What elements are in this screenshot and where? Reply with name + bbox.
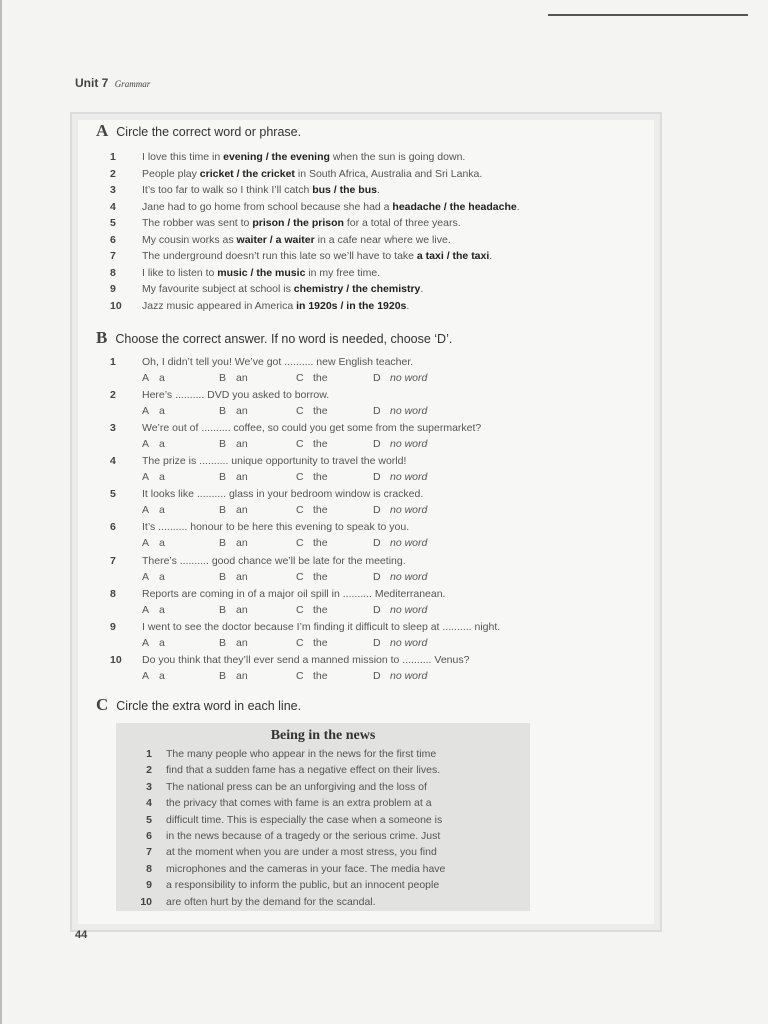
choice-phrase[interactable]: headache / the headache — [392, 200, 517, 213]
option-a[interactable] — [142, 469, 219, 485]
question-number: 7 — [110, 250, 116, 262]
question-text: Oh, I didn’t tell you! We’ve got .......... new English teacher. — [142, 356, 414, 368]
question-text — [142, 298, 409, 315]
choice-phrase[interactable]: cricket / the cricket — [199, 167, 295, 180]
option-letter: D — [373, 636, 381, 649]
text-line-4 — [116, 795, 530, 811]
section-a-letter: A — [96, 121, 109, 140]
option-a[interactable] — [142, 602, 219, 618]
question-prefix: The underground doesn’t run this late so we’ll have to take — [142, 250, 417, 262]
option-value: an — [236, 669, 248, 682]
section-b-letter: B — [96, 328, 108, 347]
question-text — [142, 199, 520, 216]
option-a[interactable] — [142, 569, 219, 585]
line-number: 4 — [146, 797, 152, 810]
question-text — [142, 166, 482, 183]
option-letter: A — [142, 636, 150, 649]
option-value: the — [313, 603, 328, 616]
answer-options — [110, 535, 630, 551]
page-edge — [0, 0, 2, 1024]
option-c[interactable] — [296, 635, 373, 651]
question-b-1 — [110, 354, 630, 387]
option-value: no word — [390, 570, 428, 583]
question-number: 6 — [110, 233, 116, 246]
text-line-8 — [116, 861, 530, 877]
option-value: the — [313, 438, 328, 451]
option-a[interactable] — [142, 370, 219, 386]
question-number: 1 — [110, 356, 116, 368]
option-d[interactable] — [373, 635, 463, 651]
question-text: It looks like .......... glass in your bedroom window is cracked. — [142, 488, 424, 501]
question-prefix: Jane had to go home from school because she had a — [142, 200, 393, 213]
option-letter: A — [142, 504, 150, 517]
question-b-9 — [110, 619, 630, 652]
question-b-2 — [110, 387, 630, 420]
option-b[interactable] — [219, 569, 296, 585]
question-text: Reports are coming in of a major oil spill in .......... Mediterranean. — [142, 587, 446, 600]
line-text[interactable]: at the moment when you are under a most stress, you find — [166, 846, 437, 859]
question-text — [142, 248, 492, 265]
question-a-4 — [110, 199, 610, 216]
question-number: 10 — [110, 299, 122, 312]
section-a-heading — [96, 121, 301, 141]
section-a-list — [110, 149, 610, 314]
option-a[interactable] — [142, 502, 219, 518]
option-c[interactable] — [296, 668, 373, 684]
option-b[interactable] — [219, 602, 296, 618]
option-letter: A — [142, 603, 150, 616]
option-value: no word — [390, 438, 428, 451]
question-prefix: The robber was sent to — [142, 217, 253, 229]
question-b-10 — [110, 652, 630, 685]
question-b-3 — [110, 420, 630, 453]
option-value: a — [159, 471, 165, 484]
text-line-7 — [116, 844, 530, 860]
option-value: an — [236, 636, 248, 649]
answer-options — [110, 403, 630, 419]
option-letter: B — [219, 537, 227, 550]
option-letter: B — [219, 405, 227, 418]
option-value: the — [313, 471, 328, 484]
answer-options — [110, 668, 630, 684]
option-value: an — [236, 471, 248, 484]
option-letter: B — [219, 570, 227, 583]
question-a-9 — [110, 281, 610, 298]
question-number: 4 — [110, 200, 116, 213]
option-letter: B — [219, 669, 227, 682]
option-value: no word — [390, 504, 428, 517]
option-d[interactable] — [373, 403, 463, 419]
question-number: 9 — [110, 620, 116, 633]
question-number: 5 — [110, 217, 116, 229]
option-letter: C — [296, 537, 304, 550]
question-text: I went to see the doctor because I’m finding it difficult to sleep at .......... night. — [142, 620, 501, 633]
section-c-instruction: Circle the extra word in each line. — [116, 699, 302, 713]
question-a-2 — [110, 166, 610, 183]
question-text — [142, 149, 465, 166]
section-c-letter: C — [96, 695, 109, 714]
option-letter: C — [296, 405, 304, 418]
text-line-2 — [116, 762, 530, 778]
option-d[interactable] — [373, 370, 463, 386]
option-letter: C — [296, 636, 304, 649]
answer-options — [110, 502, 630, 518]
option-letter: D — [373, 504, 381, 517]
line-text[interactable]: the privacy that comes with fame is an extra problem at a — [166, 797, 432, 810]
option-c[interactable] — [296, 602, 373, 618]
choice-phrase[interactable]: prison / the prison — [252, 217, 344, 229]
question-text — [142, 265, 380, 282]
question-suffix: . — [516, 200, 520, 213]
option-value: an — [236, 405, 248, 418]
option-value: a — [159, 372, 165, 384]
news-box-title: Being in the news — [270, 728, 376, 743]
question-suffix: in a cafe near where we live. — [314, 233, 451, 246]
option-value: an — [236, 504, 248, 517]
choice-phrase[interactable]: evening / the evening — [223, 151, 330, 163]
section-a-instruction: Circle the correct word or phrase. — [116, 125, 302, 139]
option-letter: C — [296, 471, 304, 484]
question-text: Here’s .......... DVD you asked to borrow. — [142, 389, 330, 402]
option-letter: B — [219, 504, 227, 517]
option-letter: D — [373, 372, 381, 384]
option-b[interactable] — [219, 535, 296, 551]
question-number: 2 — [110, 389, 116, 402]
option-value: the — [313, 570, 328, 583]
option-d[interactable] — [373, 469, 463, 485]
question-text: There’s .......... good chance we’ll be late for the meeting. — [142, 554, 406, 567]
option-value: a — [159, 537, 165, 550]
question-number: 8 — [110, 587, 116, 600]
option-letter: B — [219, 372, 227, 384]
question-line — [110, 652, 630, 668]
section-b-list — [110, 354, 630, 685]
question-b-5 — [110, 486, 630, 519]
option-letter: D — [373, 603, 381, 616]
question-line — [110, 586, 630, 602]
question-number: 10 — [110, 653, 122, 666]
option-letter: A — [142, 405, 150, 418]
text-line-9 — [116, 877, 530, 893]
line-text[interactable]: in the news because of a tragedy or the serious crime. Just — [166, 829, 441, 842]
question-number: 9 — [110, 283, 116, 295]
answer-options — [110, 370, 630, 386]
option-value: a — [159, 603, 165, 616]
page-number: 44 — [75, 929, 88, 941]
option-value: a — [159, 504, 165, 517]
option-letter: C — [296, 570, 304, 583]
option-b[interactable] — [219, 403, 296, 419]
option-letter: D — [373, 471, 381, 484]
question-a-1 — [110, 149, 610, 166]
question-a-3 — [110, 182, 610, 199]
option-c[interactable] — [296, 403, 373, 419]
option-letter: C — [296, 669, 304, 682]
section-b-instruction: Choose the correct answer. If no word is needed, choose ‘D’. — [115, 332, 453, 346]
option-letter: B — [219, 471, 227, 484]
question-line — [110, 486, 630, 502]
option-value: the — [313, 405, 328, 418]
option-letter: D — [373, 438, 381, 451]
question-suffix: in my free time. — [305, 266, 381, 279]
section-b-heading — [96, 328, 452, 348]
option-value: an — [236, 603, 248, 616]
question-line — [110, 354, 630, 370]
question-number: 2 — [110, 167, 116, 180]
option-letter: C — [296, 438, 304, 451]
question-b-4 — [110, 453, 630, 486]
line-number: 2 — [146, 764, 152, 777]
line-text[interactable]: microphones and the cameras in your face. The media have — [166, 862, 446, 875]
question-number: 6 — [110, 521, 116, 534]
question-a-8 — [110, 265, 610, 282]
option-value: no word — [390, 372, 428, 384]
option-c[interactable] — [296, 370, 373, 386]
question-line — [110, 519, 630, 535]
option-d[interactable] — [373, 569, 463, 585]
unit-header — [75, 76, 150, 90]
option-letter: B — [219, 636, 227, 649]
line-number: 3 — [146, 780, 152, 793]
question-suffix: in South Africa, Australia and Sri Lanka. — [294, 167, 483, 180]
option-c[interactable] — [296, 469, 373, 485]
option-a[interactable] — [142, 403, 219, 419]
option-letter: C — [296, 504, 304, 517]
question-prefix: I like to listen to — [142, 266, 218, 279]
question-prefix: People play — [142, 167, 200, 180]
question-text: Do you think that they’ll ever send a manned mission to .......... Venus? — [142, 653, 470, 666]
option-value: a — [159, 405, 165, 418]
question-number: 3 — [110, 422, 116, 435]
question-text: It’s .......... honour to be here this evening to speak to you. — [142, 521, 410, 534]
question-text — [142, 215, 461, 232]
line-text[interactable]: find that a sudden fame has a negative effect on their lives. — [166, 764, 441, 777]
question-text — [142, 182, 380, 199]
option-letter: B — [219, 438, 227, 451]
question-number: 4 — [110, 455, 116, 468]
option-b[interactable] — [219, 469, 296, 485]
option-value: the — [313, 636, 328, 649]
option-d[interactable] — [373, 502, 463, 518]
option-letter: A — [142, 570, 150, 583]
option-value: an — [236, 570, 248, 583]
choice-phrase[interactable]: waiter / a waiter — [236, 233, 315, 246]
option-value: an — [236, 537, 248, 550]
text-line-10 — [116, 894, 530, 910]
choice-phrase[interactable]: music / the music — [217, 266, 306, 279]
line-text[interactable]: are often hurt by the demand for the scandal. — [166, 895, 376, 908]
option-b[interactable] — [219, 436, 296, 452]
option-value: no word — [390, 636, 428, 649]
question-number: 1 — [110, 151, 116, 163]
option-b[interactable] — [219, 668, 296, 684]
text-line-3 — [116, 779, 530, 795]
option-letter: D — [373, 405, 381, 418]
line-text[interactable]: The many people who appear in the news for the first time — [166, 748, 437, 760]
line-number: 6 — [146, 829, 152, 842]
option-c[interactable] — [296, 436, 373, 452]
option-value: a — [159, 669, 165, 682]
line-number: 7 — [146, 846, 152, 859]
option-letter: C — [296, 603, 304, 616]
text-line-1 — [116, 746, 530, 762]
question-suffix: for a total of three years. — [343, 217, 461, 229]
question-prefix: My cousin works as — [142, 233, 237, 246]
answer-options — [110, 635, 630, 651]
option-value: a — [159, 570, 165, 583]
option-a[interactable] — [142, 668, 219, 684]
question-line — [110, 553, 630, 569]
option-value: the — [313, 504, 328, 517]
text-line-5 — [116, 812, 530, 828]
line-text[interactable]: a responsibility to inform the public, but an innocent people — [166, 879, 440, 892]
question-a-10 — [110, 298, 610, 315]
question-suffix: when the sun is going down. — [329, 151, 466, 163]
option-d[interactable] — [373, 436, 463, 452]
answer-options — [110, 569, 630, 585]
option-value: no word — [390, 537, 428, 550]
question-line — [110, 619, 630, 635]
line-number: 8 — [146, 862, 152, 875]
question-suffix: . — [420, 283, 424, 295]
option-letter: A — [142, 669, 150, 682]
unit-label: Unit 7 — [75, 76, 109, 90]
option-a[interactable] — [142, 635, 219, 651]
option-d[interactable] — [373, 668, 463, 684]
option-value: no word — [390, 669, 428, 682]
option-letter: A — [142, 438, 150, 451]
option-letter: A — [142, 372, 150, 384]
option-value: an — [236, 438, 248, 451]
option-c[interactable] — [296, 502, 373, 518]
question-suffix: . — [489, 250, 493, 262]
line-number: 1 — [146, 748, 152, 760]
question-text: We’re out of .......... coffee, so could you get some from the supermarket? — [142, 422, 482, 435]
answer-options — [110, 469, 630, 485]
line-text[interactable]: The national press can be an unforgiving and the loss of — [166, 780, 427, 793]
choice-phrase[interactable]: bus / the bus — [312, 184, 377, 196]
option-value: a — [159, 438, 165, 451]
option-letter: B — [219, 603, 227, 616]
question-b-8 — [110, 586, 630, 619]
option-a[interactable] — [142, 436, 219, 452]
question-text: The prize is .......... unique opportunity to travel the world! — [142, 455, 407, 468]
option-value: the — [313, 669, 328, 682]
news-text-box — [116, 723, 530, 911]
question-suffix: . — [376, 184, 380, 196]
option-value: no word — [390, 405, 428, 418]
question-line — [110, 387, 630, 403]
option-letter: A — [142, 537, 150, 550]
option-letter: C — [296, 372, 304, 384]
answer-options — [110, 602, 630, 618]
option-b[interactable] — [219, 502, 296, 518]
question-suffix: . — [406, 299, 410, 312]
question-a-7 — [110, 248, 610, 265]
option-b[interactable] — [219, 635, 296, 651]
option-value: no word — [390, 471, 428, 484]
option-value: a — [159, 636, 165, 649]
question-line — [110, 453, 630, 469]
section-c-heading — [96, 695, 301, 715]
option-letter: A — [142, 471, 150, 484]
option-value: no word — [390, 603, 428, 616]
option-value: the — [313, 372, 328, 384]
option-value: an — [236, 372, 248, 384]
option-c[interactable] — [296, 535, 373, 551]
question-number: 7 — [110, 554, 116, 567]
news-lines — [116, 746, 530, 910]
line-number: 10 — [140, 895, 152, 908]
line-number: 5 — [146, 813, 152, 826]
question-prefix: I love this time in — [142, 151, 224, 163]
text-line-6 — [116, 828, 530, 844]
choice-phrase[interactable]: a taxi / the taxi — [416, 250, 490, 262]
question-b-6 — [110, 519, 630, 552]
question-line — [110, 420, 630, 436]
question-number: 8 — [110, 266, 116, 279]
question-text — [142, 232, 451, 249]
unit-section: Grammar — [114, 79, 151, 89]
option-letter: D — [373, 570, 381, 583]
question-prefix: It’s too far to walk so I think I’ll catch — [142, 184, 313, 196]
question-text — [142, 281, 423, 298]
choice-phrase[interactable]: chemistry / the chemistry — [293, 283, 421, 295]
option-d[interactable] — [373, 535, 463, 551]
option-letter: D — [373, 669, 381, 682]
answer-options — [110, 436, 630, 452]
line-number: 9 — [146, 879, 152, 892]
option-d[interactable] — [373, 602, 463, 618]
option-c[interactable] — [296, 569, 373, 585]
option-b[interactable] — [219, 370, 296, 386]
question-number: 5 — [110, 488, 116, 501]
question-number: 3 — [110, 184, 116, 196]
question-prefix: My favourite subject at school is — [142, 283, 294, 295]
option-letter: D — [373, 537, 381, 550]
question-b-7 — [110, 553, 630, 586]
option-value: the — [313, 537, 328, 550]
line-text[interactable]: difficult time. This is especially the case when a someone is — [166, 813, 443, 826]
top-rule — [548, 14, 748, 16]
question-a-5 — [110, 215, 610, 232]
option-a[interactable] — [142, 535, 219, 551]
choice-phrase[interactable]: in 1920s / in the 1920s — [296, 299, 407, 312]
question-prefix: Jazz music appeared in America — [142, 299, 297, 312]
question-a-6 — [110, 232, 610, 249]
